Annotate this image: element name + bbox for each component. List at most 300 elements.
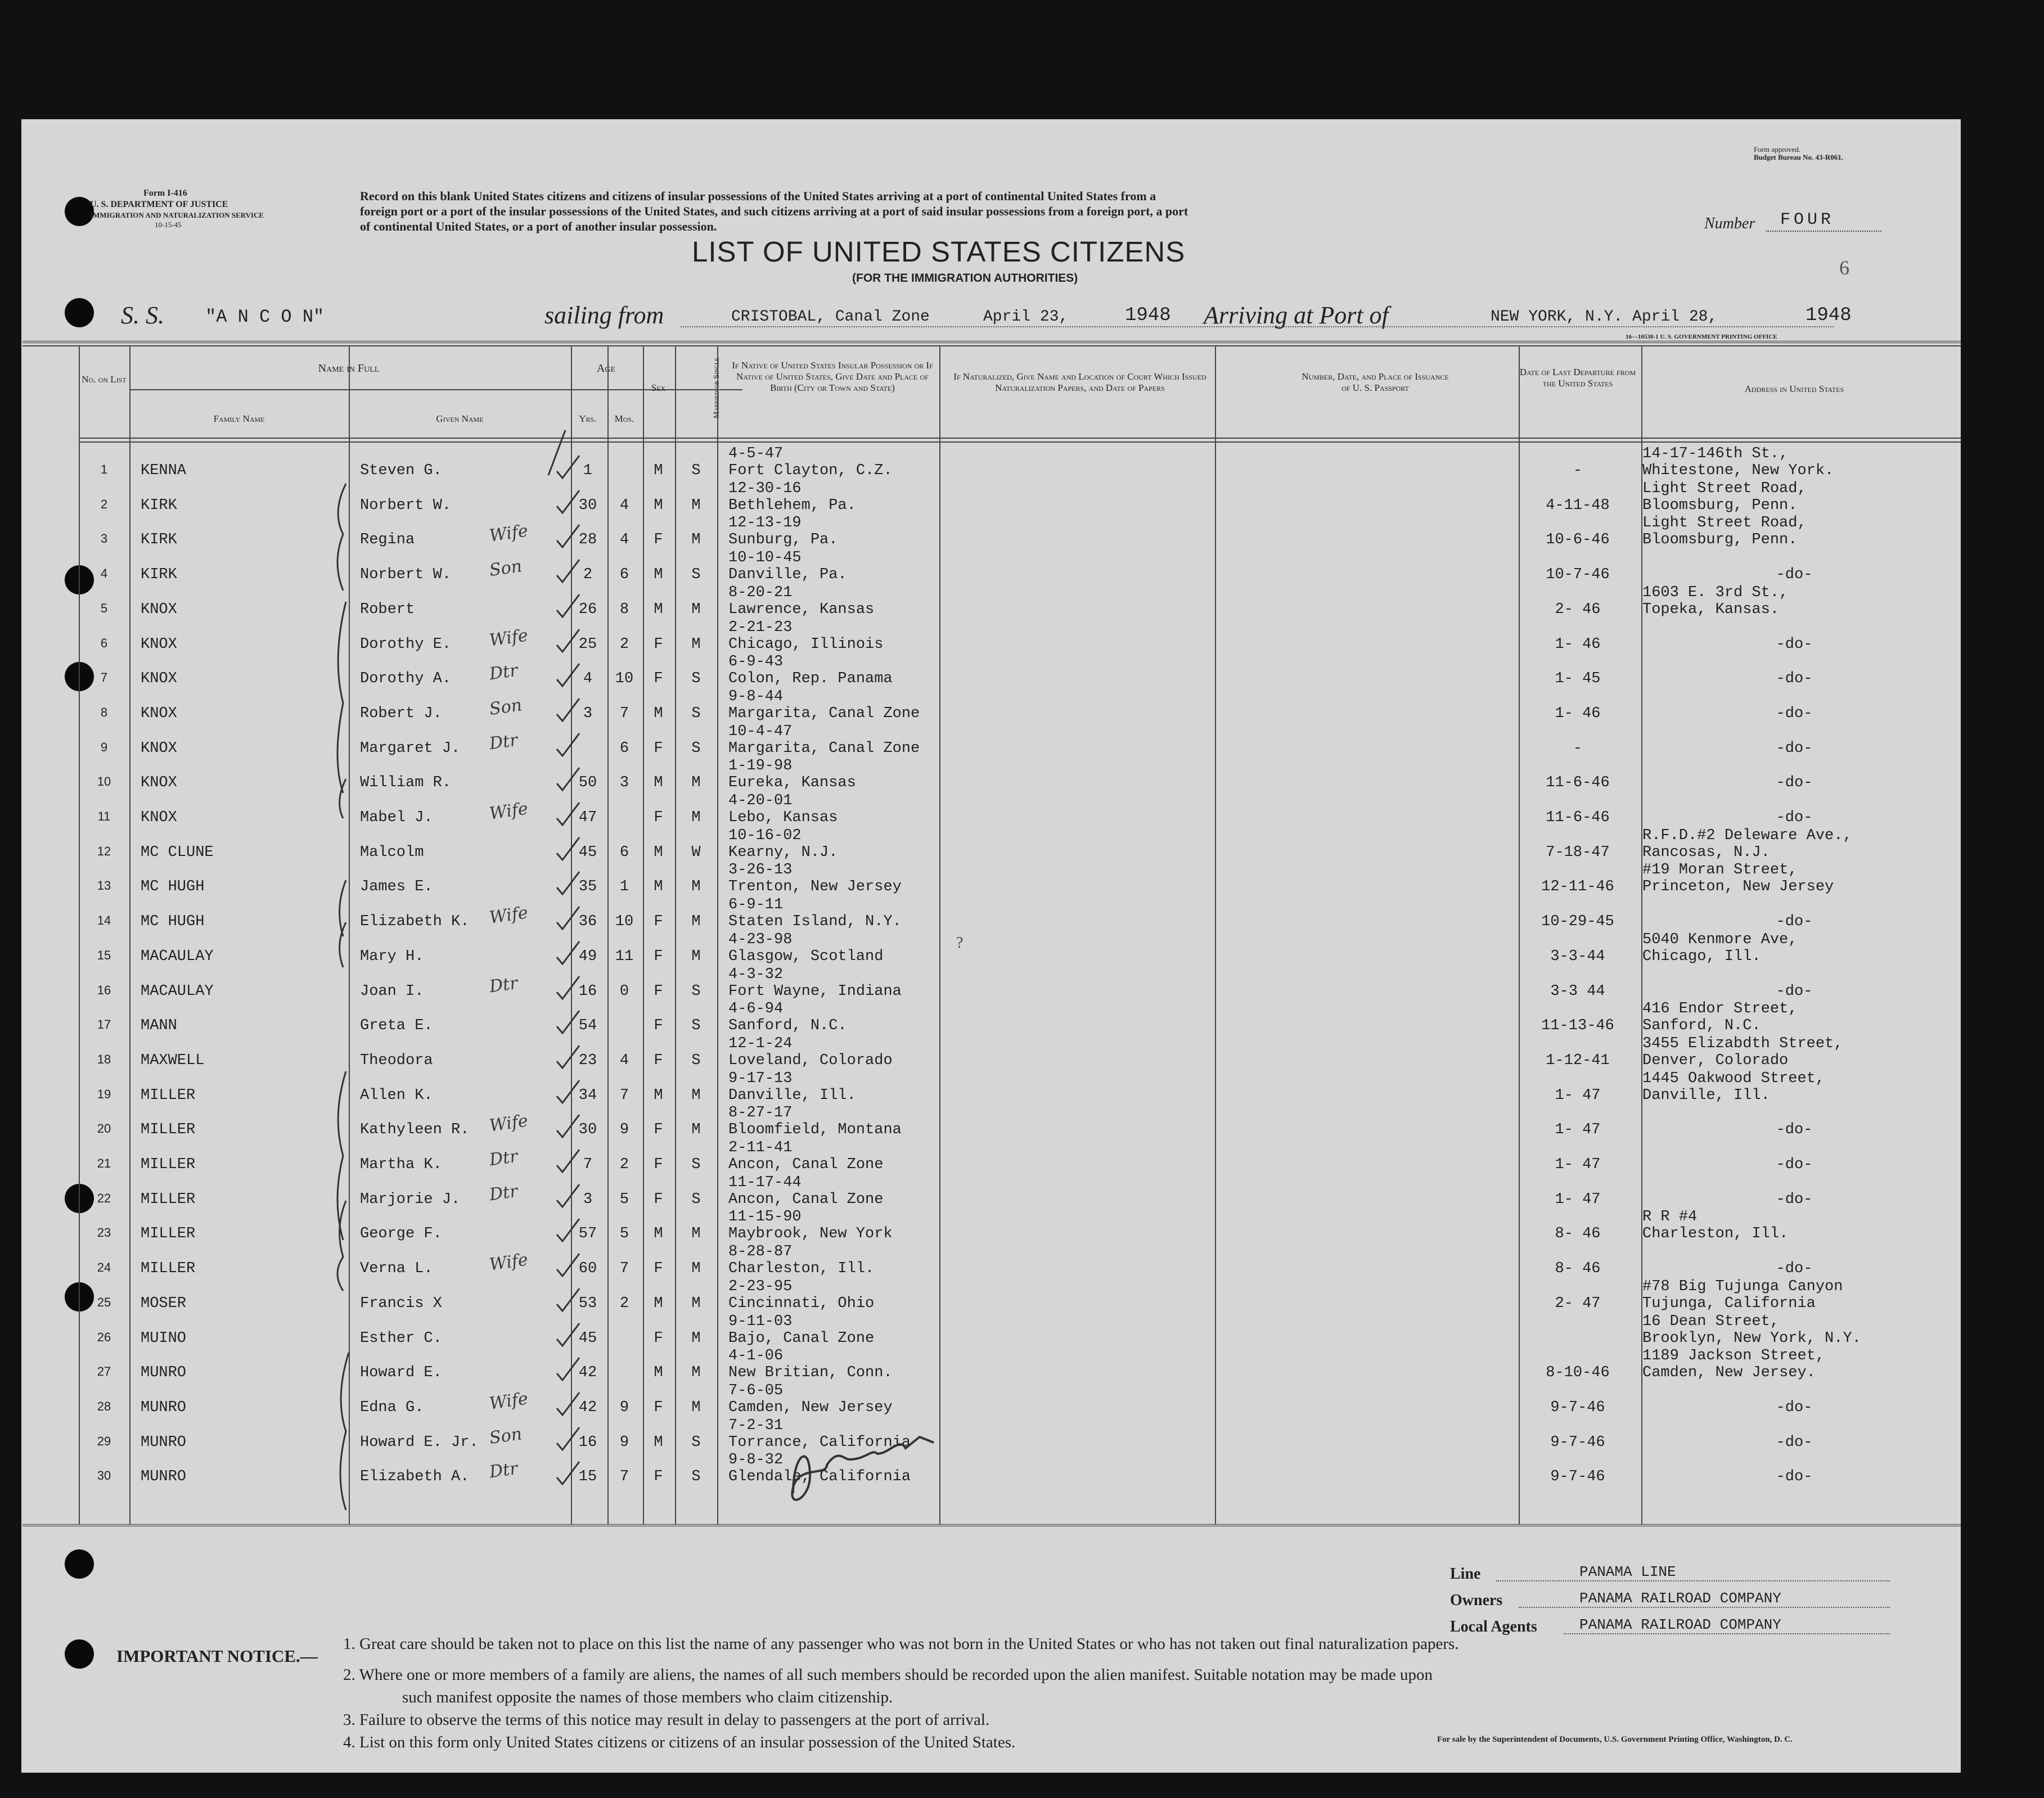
row-bplace: Staten Island, N.Y. [728,913,902,931]
row-birth-date: 4-6-94 [728,1001,784,1018]
row-dep: 3-3 44 [1550,983,1605,1000]
row-ms: M [691,497,701,514]
row-ms: S [691,1191,701,1208]
row-family: KIRK [141,497,177,514]
row-given: William R. [360,774,452,792]
row-birth-date: 8-28-87 [728,1243,793,1261]
owners-label: Owners [1450,1592,1503,1609]
row-bplace: Colon, Rep. Panama [728,670,893,688]
col-header-family: Family Name [213,413,265,424]
row-yrs: 42 [578,1399,597,1416]
row-relation-note: Son [488,1423,524,1448]
printing-office-note: For sale by the Superintendent of Documents, U.S. Government Printing Office, Washington, D. C. [1437,1735,1793,1744]
row-no: 9 [100,740,108,754]
notice-item-3: 3. Failure to observe the terms of this notice may result in delay to passengers at the port of arrival. [343,1711,990,1729]
row-sex: F [654,809,663,826]
row-birth-date: 9-17-13 [728,1070,793,1087]
row-given: Mary H. [360,948,424,965]
row-given: James E. [360,878,433,896]
row-yrs: 47 [578,809,597,826]
col-header-age: Age [596,362,616,375]
row-no: 13 [97,878,111,893]
col-header-naturalized: If Naturalized, Give Name and Location of Court Which Issued Naturalization Papers, and Date of Papers [953,371,1206,393]
row-address-line-2: -do- [1776,670,1813,688]
row-no: 30 [97,1468,111,1483]
row-ms: W [691,844,701,861]
row-address-line-1: 1603 E. 3rd St., [1642,584,1789,601]
row-yrs: 25 [578,636,597,653]
svg-text:?: ? [956,934,964,952]
row-address-line-2: -do- [1776,774,1813,792]
row-dep: 1- 46 [1555,636,1601,653]
row-sex: M [654,705,663,722]
row-bplace: Lawrence, Kansas [728,601,875,618]
row-address-line-2: -do- [1776,636,1813,653]
row-no: 14 [97,913,111,928]
row-relation-note: Wife [488,1389,529,1414]
row-no: 3 [100,531,108,546]
row-sex: M [654,1295,663,1312]
row-sex: M [654,878,663,896]
owners-value: PANAMA RAILROAD COMPANY [1579,1590,1781,1607]
row-ms: S [691,1468,701,1486]
row-dep: 12-11-46 [1541,878,1614,896]
row-address-line-1: 1445 Oakwood Street, [1642,1070,1825,1087]
row-sex: F [654,1260,663,1278]
row-family: MC HUGH [141,913,205,931]
row-yrs: 34 [578,1087,597,1104]
row-no: 2 [100,497,108,511]
row-given: Norbert W. [360,497,452,514]
row-relation-note: Wife [488,1250,529,1275]
row-family: MC CLUNE [141,844,214,861]
row-birth-date: 4-23-98 [728,931,793,948]
row-given: Marjorie J. [360,1191,461,1208]
row-bplace: Lebo, Kansas [728,809,838,826]
row-sex: F [654,531,663,549]
row-yrs: 1 [583,462,593,479]
row-address-line-1: #78 Big Tujunga Canyon [1642,1278,1843,1295]
instruction-line: foreign port or a port of the insular possessions of the United States, and such citizens arriving at a port of said insular possessions from a foreign port, a port [360,204,1188,218]
row-family: KNOX [141,601,177,618]
notice-item-1: 1. Great care should be taken not to place on this list the name of any passenger who was not born in the United States or who has not taken out final naturalization papers. [343,1635,1459,1653]
row-ms: M [691,1121,701,1139]
row-bplace: Margarita, Canal Zone [728,705,920,722]
col-header-address: Address in United States [1744,384,1844,394]
row-mos: 10 [615,670,634,688]
row-ms: M [691,913,701,931]
row-given: Martha K. [360,1156,442,1173]
row-family: MACAULAY [141,983,214,1000]
row-bplace: Glasgow, Scotland [728,948,884,965]
row-family: MILLER [141,1260,196,1278]
row-address-line-2: Chicago, Ill. [1642,948,1761,965]
page-subtitle: (FOR THE IMMIGRATION AUTHORITIES) [852,272,1078,285]
row-birth-date: 7-2-31 [728,1417,784,1434]
row-mos: 0 [619,983,629,1000]
row-sex: M [654,601,663,618]
row-dep: 9-7-46 [1550,1468,1605,1486]
department-name: U. S. DEPARTMENT OF JUSTICE [90,200,228,209]
row-address-line-2: -do- [1776,1260,1813,1278]
row-dep: 1- 45 [1555,670,1601,688]
row-bplace: Camden, New Jersey [728,1399,893,1416]
row-yrs: 30 [578,497,597,514]
row-address-line-1: 14-17-146th St., [1642,445,1789,462]
row-no: 7 [100,670,108,685]
row-sex: M [654,1434,663,1451]
row-family: MOSER [141,1295,187,1312]
row-mos: 9 [619,1434,629,1451]
row-family: MAXWELL [141,1052,205,1069]
row-address-line-2: Camden, New Jersey. [1642,1364,1816,1382]
row-address-line-2: -do- [1776,1399,1813,1416]
row-given: Malcolm [360,844,424,861]
row-dep: 1- 47 [1555,1156,1601,1173]
row-mos: 6 [619,566,629,584]
agents-underline [1564,1633,1890,1634]
row-given: Robert J. [360,705,442,722]
row-mos: 6 [619,844,629,861]
row-birth-date: 9-8-44 [728,688,784,705]
row-address-line-1: R R #4 [1642,1209,1698,1226]
row-yrs: 30 [578,1121,597,1139]
row-address-line-2: -do- [1776,705,1813,722]
row-address-line-1: 16 Dean Street, [1642,1313,1780,1330]
row-given: George F. [360,1225,442,1243]
row-no: 21 [97,1156,111,1170]
row-bplace: Bloomfield, Montana [728,1121,902,1139]
row-given: Norbert W. [360,566,452,584]
row-yrs: 3 [583,1191,593,1208]
row-yrs: 36 [578,913,597,931]
row-mos: 4 [619,497,629,514]
row-mos: 9 [619,1121,629,1139]
row-mos: 4 [619,531,629,549]
row-sex: M [654,1364,663,1382]
notice-item-4: 4. List on this form only United States citizens or citizens of an insular possession of the United States. [343,1733,1016,1751]
row-birth-date: 10-10-45 [728,549,802,567]
row-dep: - [1573,740,1583,757]
row-ms: M [691,601,701,618]
row-birth-date: 8-20-21 [728,584,793,601]
col-header-married: Married or Single [713,357,721,419]
row-no: 5 [100,601,108,615]
row-dep: 8- 46 [1555,1260,1601,1278]
row-family: MUNRO [141,1434,187,1451]
row-yrs: 35 [578,878,597,896]
row-given: Robert [360,601,415,618]
row-sex: M [654,497,663,514]
row-birth-date: 4-20-01 [728,792,793,809]
row-mos: 9 [619,1399,629,1416]
row-address-line-2: Sanford, N.C. [1642,1017,1761,1035]
row-address-line-2: -do- [1776,1468,1813,1486]
row-given: Esther C. [360,1330,442,1347]
col-header-departure: Date of Last Departure from the United States [1519,367,1636,389]
col-header-no: No. on List [82,374,127,385]
row-dep: 1- 47 [1555,1121,1601,1139]
row-yrs: 49 [578,948,597,965]
departure-date: April 23, [983,308,1069,326]
row-bplace: Fort Clayton, C.Z. [728,462,893,479]
row-address-line-2: -do- [1776,1121,1813,1139]
row-ms: M [691,809,701,826]
row-given: Greta E. [360,1017,433,1035]
row-bplace: Trenton, New Jersey [728,878,902,896]
notice-item-2: 2. Where one or more members of a family are aliens, the names of all such members should be recorded upon the alien manifest. Suitable notation may be made upon [343,1666,1433,1684]
row-dep: 4-11-48 [1546,497,1610,514]
col-header-yrs: Yrs. [579,413,597,424]
line-value: PANAMA LINE [1579,1563,1676,1580]
row-relation-note: Dtr [488,973,519,997]
row-sex: M [654,774,663,792]
row-sex: F [654,1121,663,1139]
row-bplace: Fort Wayne, Indiana [728,983,902,1000]
arrival-port: NEW YORK, N.Y. April 28, [1491,308,1718,326]
row-bplace: Ancon, Canal Zone [728,1191,884,1208]
row-ms: S [691,1434,701,1451]
departure-year: 1948 [1125,305,1171,326]
row-sex: F [654,1330,663,1347]
row-no: 27 [97,1364,111,1379]
row-address-line-1: 3455 Elizabdth Street, [1642,1035,1843,1052]
row-address-line-1: 416 Endor Street, [1642,1001,1798,1018]
sheet-mark: 6 [1839,256,1849,279]
row-sex: F [654,1017,663,1035]
row-address-line-2: Topeka, Kansas. [1642,601,1780,618]
row-sex: F [654,913,663,931]
row-dep: 3-3-44 [1550,948,1605,965]
row-address-line-2: Bloomsburg, Penn. [1642,531,1798,549]
row-dep: 9-7-46 [1550,1434,1605,1451]
row-sex: F [654,1191,663,1208]
row-yrs: 16 [578,1434,597,1451]
row-yrs: 4 [583,670,593,688]
row-bplace: Bethlehem, Pa. [728,497,856,514]
row-no: 25 [97,1295,111,1309]
row-address-line-2: -do- [1776,1434,1813,1451]
row-relation-note: Wife [488,1111,529,1136]
row-mos: 7 [619,1260,629,1278]
row-ms: M [691,878,701,896]
row-birth-date: 4-5-47 [728,445,784,462]
row-birth-date: 6-9-43 [728,654,784,671]
row-address-line-1: R.F.D.#2 Deleware Ave., [1642,827,1852,844]
row-sex: F [654,983,663,1000]
row-birth-date: 6-9-11 [728,896,784,914]
row-birth-date: 11-17-44 [728,1174,802,1191]
row-family: KNOX [141,636,177,653]
row-address-line-2: Princeton, New Jersey [1642,878,1834,896]
row-address-line-1: 1189 Jackson Street, [1642,1348,1825,1365]
row-ms: S [691,705,701,722]
row-dep: 1- 46 [1555,705,1601,722]
row-address-line-2: Danville, Ill. [1642,1087,1770,1104]
row-birth-date: 3-26-13 [728,862,793,879]
row-address-line-2: Rancosas, N.J. [1642,844,1770,861]
row-given: Francis X [360,1295,442,1312]
row-ms: M [691,1225,701,1243]
page-title: LIST OF UNITED STATES CITIZENS [692,236,1186,268]
row-bplace: Chicago, Illinois [728,636,884,653]
row-no: 1 [100,462,108,476]
row-dep: 10-7-46 [1546,566,1610,584]
col-header-mos: Mos. [614,413,634,424]
row-relation-note: Wife [488,903,529,928]
row-family: MC HUGH [141,878,205,896]
departure-port: CRISTOBAL, Canal Zone [731,308,930,326]
row-bplace: Ancon, Canal Zone [728,1156,884,1173]
row-family: KIRK [141,531,177,549]
row-no: 23 [97,1225,111,1240]
row-bplace: Eureka, Kansas [728,774,856,792]
row-ms: S [691,1156,701,1173]
row-relation-note: Son [488,695,524,719]
form-number: Form I-416 [143,188,187,198]
row-family: MILLER [141,1121,196,1139]
row-no: 11 [97,809,111,823]
row-mos: 2 [619,636,629,653]
row-ms: M [691,1087,701,1104]
row-address-line-1: 5040 Kenmore Ave, [1642,931,1798,948]
row-bplace: Cincinnati, Ohio [728,1295,875,1312]
row-given: Howard E. Jr. [360,1434,479,1451]
row-birth-date: 9-8-32 [728,1452,784,1469]
row-ms: S [691,566,701,584]
row-bplace: Glendale, California [728,1468,911,1486]
budget-bureau: Budget Bureau No. 43-R061. [1754,153,1844,161]
row-family: MUNRO [141,1468,187,1486]
row-mos: 1 [619,878,629,896]
row-ms: S [691,1017,701,1035]
row-relation-note: Wife [488,799,529,824]
row-bplace: Bajo, Canal Zone [728,1330,875,1347]
row-no: 18 [97,1052,111,1066]
row-birth-date: 12-13-19 [728,515,802,532]
row-relation-note: Son [488,556,524,580]
row-bplace: Sanford, N.C. [728,1017,847,1035]
row-family: MUNRO [141,1364,187,1382]
row-birth-date: 2-21-23 [728,619,793,636]
row-address-line-2: -do- [1776,913,1813,931]
row-mos: 10 [615,913,634,931]
row-given: Verna L. [360,1260,433,1278]
row-family: KNOX [141,670,177,688]
row-birth-date: 12-30-16 [728,480,802,497]
row-no: 19 [97,1087,111,1101]
row-yrs: 45 [578,844,597,861]
row-mos: 7 [619,705,629,722]
row-family: MILLER [141,1087,196,1104]
row-ms: M [691,636,701,653]
row-family: MILLER [141,1225,196,1243]
row-dep: 2- 46 [1555,601,1601,618]
row-address-line-2: -do- [1776,566,1813,584]
row-no: 20 [97,1121,111,1136]
ship-name: "A N C O N" [205,307,325,327]
line-underline [1496,1580,1890,1581]
row-address-line-2: Bloomsburg, Penn. [1642,497,1798,514]
row-mos: 7 [619,1087,629,1104]
row-yrs: 50 [578,774,597,792]
agents-value: PANAMA RAILROAD COMPANY [1579,1616,1781,1633]
row-birth-date: 4-1-06 [728,1348,784,1365]
row-mos: 2 [619,1295,629,1312]
row-address-line-2: Brooklyn, New York, N.Y. [1642,1330,1861,1347]
row-relation-note: Wife [488,625,529,651]
row-relation-note: Dtr [488,1146,519,1170]
row-no: 10 [97,774,111,789]
row-yrs: 54 [578,1017,597,1035]
row-dep: 1-12-41 [1546,1052,1610,1069]
row-address-line-1: Light Street Road, [1642,515,1807,532]
row-family: KNOX [141,774,177,792]
row-dep: 1- 47 [1555,1191,1601,1208]
row-address-line-2: -do- [1776,1191,1813,1208]
row-dep: 11-6-46 [1546,809,1610,826]
row-no: 24 [97,1260,111,1275]
row-bplace: Charleston, Ill. [728,1260,875,1278]
row-birth-date: 11-15-90 [728,1209,802,1226]
row-given: Howard E. [360,1364,442,1382]
row-address-line-2: -do- [1776,1156,1813,1173]
notice-heading: IMPORTANT NOTICE.— [116,1646,318,1666]
row-no: 28 [97,1399,111,1413]
row-bplace: Torrance, California [728,1434,911,1451]
row-yrs: 15 [578,1468,597,1486]
col-header-sex: Sex [651,382,666,393]
row-no: 16 [97,983,111,997]
row-family: KENNA [141,462,187,479]
instruction-line: of continental United States, or a port of another insular possession. [360,219,717,233]
row-given: Regina [360,531,415,549]
row-family: MANN [141,1017,177,1035]
row-dep: 11-13-46 [1541,1017,1614,1035]
row-ms: M [691,948,701,965]
form-approved: Form approved. [1754,145,1801,154]
row-given: Elizabeth K. [360,913,470,931]
row-ms: S [691,983,701,1000]
row-yrs: 57 [578,1225,597,1243]
row-yrs: 2 [583,566,593,584]
row-birth-date: 1-19-98 [728,758,793,775]
col-header-name-in-full: Name in Full [318,362,380,375]
row-yrs: 45 [578,1330,597,1347]
row-given: Dorothy A. [360,670,452,688]
row-bplace: Maybrook, New York [728,1225,893,1243]
row-no: 8 [100,705,108,719]
row-dep: 9-7-46 [1550,1399,1605,1416]
owners-underline [1519,1607,1890,1608]
row-given: Elizabeth A. [360,1468,470,1486]
row-no: 4 [100,566,108,581]
row-no: 15 [97,948,111,962]
row-address-line-2: Denver, Colorado [1642,1052,1789,1069]
row-given: Allen K. [360,1087,433,1104]
row-relation-note: Dtr [488,660,519,684]
row-yrs: 16 [578,983,597,1000]
row-ms: M [691,1330,701,1347]
agents-label: Local Agents [1450,1618,1537,1635]
row-mos: 8 [619,601,629,618]
row-address-line-2: Charleston, Ill. [1642,1225,1789,1243]
row-sex: F [654,1052,663,1069]
row-given: Edna G. [360,1399,424,1416]
instruction-line: Record on this blank United States citizens and citizens of insular possessions of the United States arriving at a port of continental United States from a [360,189,1156,203]
row-ms: M [691,531,701,549]
row-yrs: 28 [578,531,597,549]
